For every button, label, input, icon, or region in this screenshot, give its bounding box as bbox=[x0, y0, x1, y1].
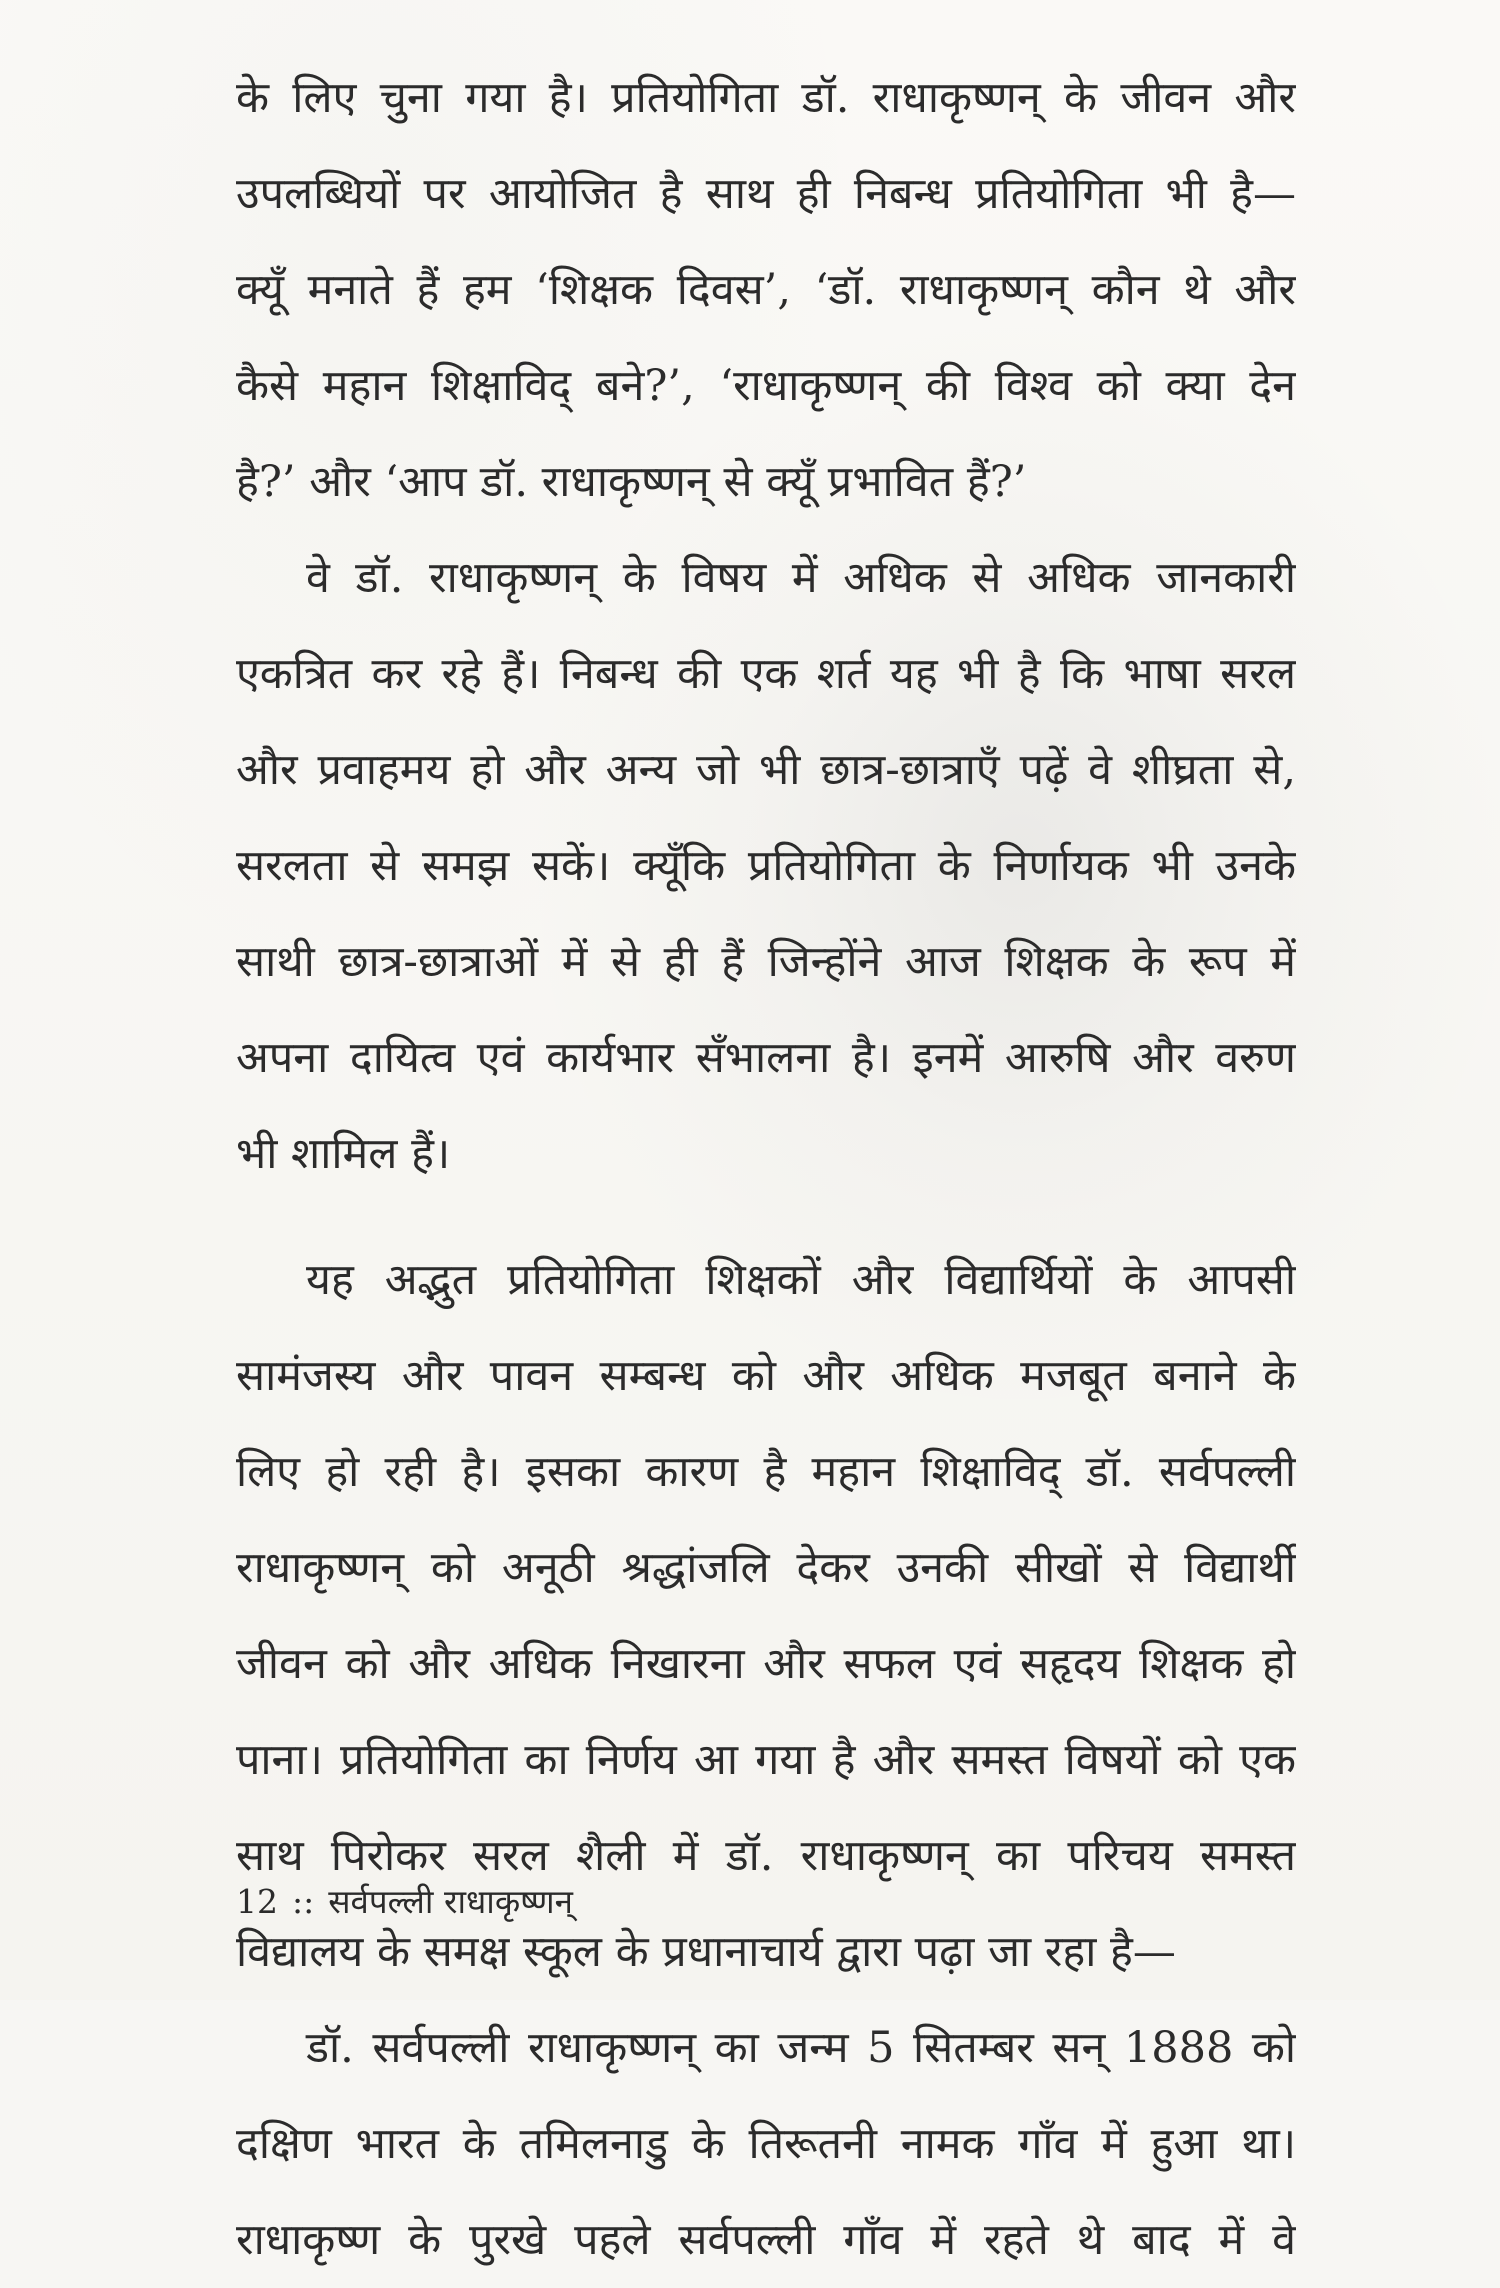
paragraph-4 bbox=[236, 2000, 1296, 2288]
text-line: जीवन को और अधिक निखारना और सफल एवं सहृदय शिक्षक हो bbox=[236, 1639, 1296, 1689]
text-line: लिए हो रही है। इसका कारण है महान शिक्षाविद् डॉ. सर्वपल्ली bbox=[236, 1447, 1296, 1497]
text-line: एकत्रित कर रहे हैं। निबन्ध की एक शर्त यह भी है कि भाषा सरल bbox=[236, 649, 1296, 699]
text-line: उपलब्धियों पर आयोजित है साथ ही निबन्ध प्रतियोगिता भी है— bbox=[236, 169, 1296, 219]
paragraph-2 bbox=[236, 530, 1296, 1202]
text-line: क्यूँ मनाते हैं हम ‘शिक्षक दिवस’, ‘डॉ. राधाकृष्णन् कौन थे और bbox=[236, 265, 1296, 315]
text-line: विद्यालय के समक्ष स्कूल के प्रधानाचार्य द्वारा पढ़ा जा रहा है— bbox=[236, 1927, 1176, 1977]
text-line: राधाकृष्ण के पुरखे पहले सर्वपल्ली गाँव में रहते थे बाद में वे bbox=[236, 2215, 1296, 2265]
page-footer bbox=[236, 1878, 573, 1923]
text-line: सामंजस्य और पावन सम्बन्ध को और अधिक मजबूत बनाने के bbox=[236, 1351, 1296, 1401]
text-line: साथी छात्र-छात्राओं में से ही हैं जिन्होंने आज शिक्षक के रूप में bbox=[236, 937, 1296, 987]
running-title: सर्वपल्ली राधाकृष्णन् bbox=[328, 1882, 573, 1921]
text-line: के लिए चुना गया है। प्रतियोगिता डॉ. राधाकृष्णन् के जीवन और bbox=[236, 73, 1296, 123]
footer-separator: :: bbox=[292, 1882, 315, 1921]
page-body bbox=[236, 50, 1296, 2288]
text-line: यह अद्भुत प्रतियोगिता शिक्षकों और विद्यार्थियों के आपसी bbox=[306, 1255, 1296, 1305]
text-line: वे डॉ. राधाकृष्णन् के विषय में अधिक से अधिक जानकारी bbox=[306, 553, 1296, 603]
page-number: 12 bbox=[236, 1882, 278, 1921]
paragraph-gap bbox=[236, 1202, 1296, 1232]
text-line: अपना दायित्व एवं कार्यभार सँभालना है। इनमें आरुषि और वरुण bbox=[236, 1033, 1296, 1083]
text-line: भी शामिल हैं। bbox=[236, 1129, 451, 1179]
text-line: पाना। प्रतियोगिता का निर्णय आ गया है और समस्त विषयों को एक bbox=[236, 1735, 1296, 1785]
text-line: है?’ और ‘आप डॉ. राधाकृष्णन् से क्यूँ प्रभावित हैं?’ bbox=[236, 457, 1027, 507]
text-line: कैसे महान शिक्षाविद् बने?’, ‘राधाकृष्णन् की विश्व को क्या देन bbox=[236, 361, 1296, 411]
text-line: साथ पिरोकर सरल शैली में डॉ. राधाकृष्णन् का परिचय समस्त bbox=[236, 1831, 1296, 1881]
text-line: डॉ. सर्वपल्ली राधाकृष्णन् का जन्म 5 सितम्बर सन् 1888 को bbox=[306, 2023, 1296, 2073]
text-line: दक्षिण भारत के तमिलनाडु के तिरूतनी नामक गाँव में हुआ था। bbox=[236, 2119, 1296, 2169]
text-line: और प्रवाहमय हो और अन्य जो भी छात्र-छात्राएँ पढ़ें वे शीघ्रता से, bbox=[236, 745, 1296, 795]
paragraph-1 bbox=[236, 50, 1296, 530]
text-line: सरलता से समझ सकें। क्यूँकि प्रतियोगिता के निर्णायक भी उनके bbox=[236, 841, 1296, 891]
text-line: राधाकृष्णन् को अनूठी श्रद्धांजलि देकर उनकी सीखों से विद्यार्थी bbox=[236, 1543, 1296, 1593]
